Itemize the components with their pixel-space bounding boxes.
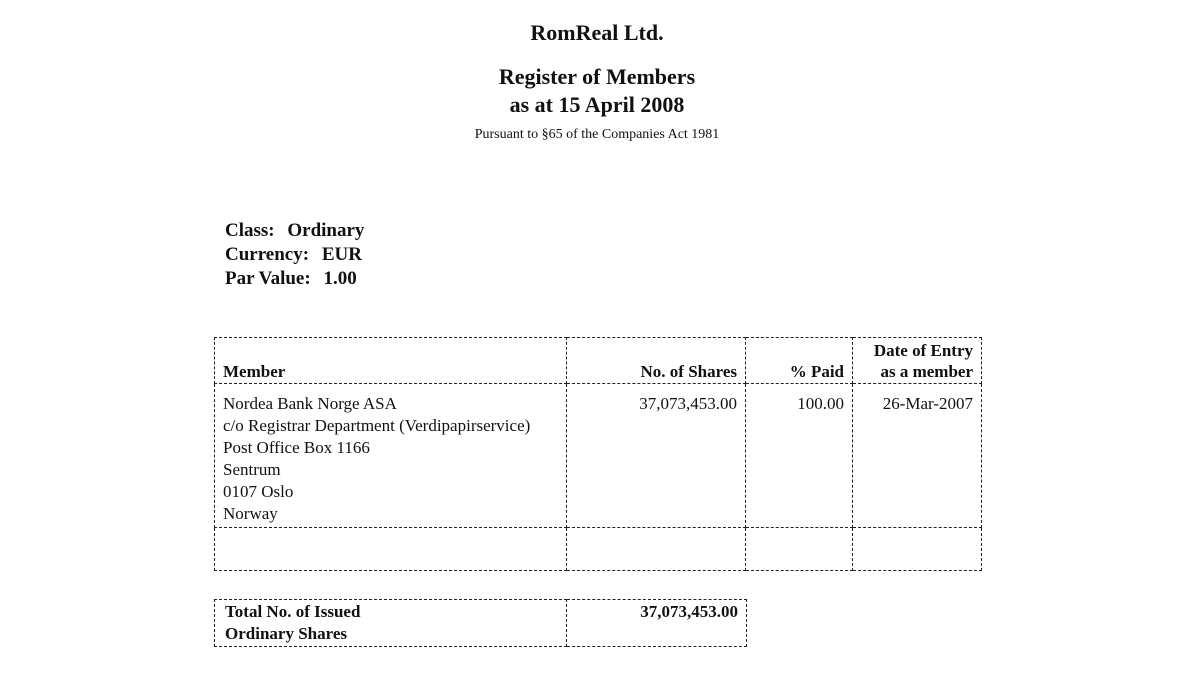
class-value: Ordinary [287,220,365,241]
member-column-header: Member [215,338,567,384]
shares-column-header: No. of Shares [567,338,746,384]
empty-cell [853,528,982,571]
share-class-info [225,219,364,291]
par-value-label: Par Value: [225,268,311,289]
currency-row [225,243,364,267]
document-title [0,63,1194,119]
empty-cell [746,528,853,571]
total-value-cell: 37,073,453.00 [567,600,747,647]
member-address-line: c/o Registrar Department (Verdipapirservice) [223,416,531,435]
par-value-row [225,267,364,291]
empty-cell [215,528,567,571]
total-label-cell [215,600,567,647]
date-cell: 26-Mar-2007 [853,384,982,528]
member-address-line: 0107 Oslo [223,482,294,501]
total-table [214,599,747,647]
table-row [215,384,982,528]
title-line-2: as at 15 April 2008 [509,92,685,117]
class-row [225,219,364,243]
member-cell [215,384,567,528]
title-line-1: Register of Members [498,64,696,89]
member-address-line: Sentrum [223,460,281,479]
member-address-line: Norway [223,504,278,523]
currency-label: Currency: [225,244,310,265]
shares-cell: 37,073,453.00 [567,384,746,528]
empty-table-row [215,528,982,571]
date-column-header [853,338,982,384]
class-label: Class: [225,220,275,241]
paid-cell: 100.00 [746,384,853,528]
currency-value: EUR [321,244,362,265]
document-subtitle: Pursuant to §65 of the Companies Act 1981 [474,127,720,142]
register-table [214,337,982,571]
date-header-line-1: Date of Entry [873,341,973,360]
par-value-value: 1.00 [323,268,357,289]
table-header-row [215,338,982,384]
member-name: Nordea Bank Norge ASA [223,394,397,413]
company-name: RomReal Ltd. [530,20,664,45]
date-header-line-2: as a member [880,362,973,381]
total-row [215,600,747,647]
total-label-line-2: Ordinary Shares [225,624,348,643]
empty-cell [567,528,746,571]
member-address-line: Post Office Box 1166 [223,438,370,457]
paid-column-header: % Paid [746,338,853,384]
total-label-line-1: Total No. of Issued [225,602,361,621]
